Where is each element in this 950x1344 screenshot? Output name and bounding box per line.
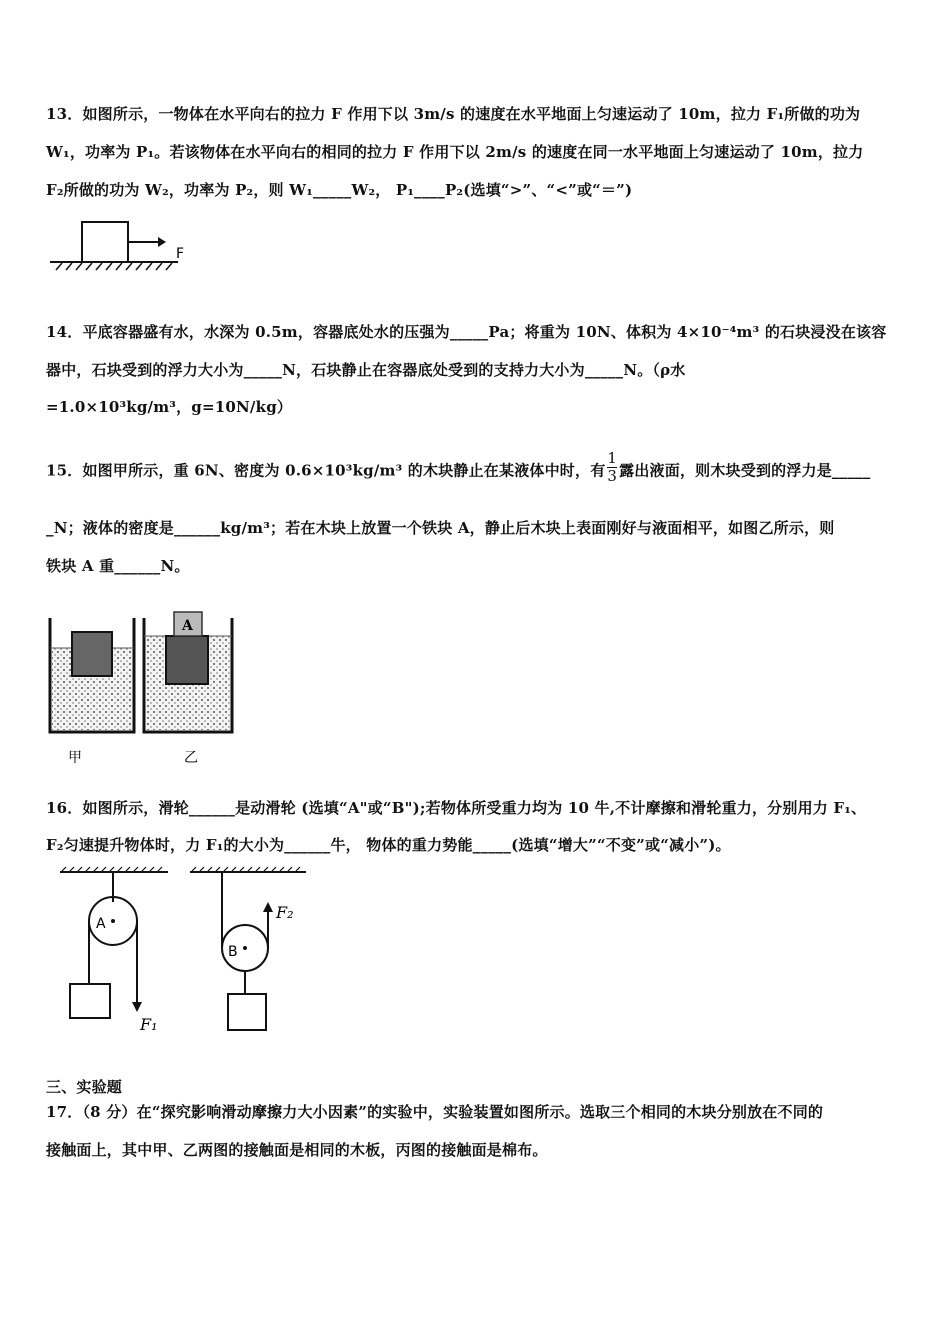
force-f2-label: F₂ [276, 903, 294, 922]
q17-line-2: 接触面上，其中甲、乙两图的接触面是相同的木板，丙图的接触面是棉布。 [46, 1141, 548, 1159]
pulley-b-label: B [228, 944, 238, 960]
q15-line-1-part-a: 15．如图甲所示，重 6N、密度为 0.6×10³kg/m³ 的木块静止在某液体中时，有 [46, 461, 606, 480]
q14-line-1: 14．平底容器盛有水，水深为 0.5m，容器底处水的压强为_____Pa；将重为 10N、体积为 4×10⁻⁴m³ 的石块浸没在该容 [46, 323, 887, 341]
q14-line-2: 器中，石块受到的浮力大小为_____N，石块静止在容器底处受到的支持力大小为_____N。（ρ水 [46, 361, 686, 379]
force-f1-label: F₁ [140, 1015, 158, 1034]
iron-block-label: A [182, 618, 193, 634]
q13-figure-block-on-ground [48, 218, 198, 272]
q15-line-1 [46, 449, 871, 488]
force-label: F [176, 246, 185, 262]
load-a [70, 984, 110, 1018]
q16-line-2: F₂匀速提升物体时，力 F₁的大小为______牛， 物体的重力势能_____(选填“增大”“不变”或“减小”)。 [46, 836, 731, 854]
force-arrow-head [158, 237, 166, 247]
q13-line-1: 13．如图所示，一物体在水平向右的拉力 F 作用下以 3m/s 的速度在水平地面上匀速运动了 10m，拉力 F₁所做的功为 [46, 105, 861, 123]
q15-line-3: 铁块 A 重______N。 [46, 557, 190, 575]
q14-line-3: =1.0×10³kg/m³，g=10N/kg） [46, 398, 293, 416]
wood-block-b [166, 636, 208, 684]
ground-hatching [56, 263, 172, 270]
fraction-numerator: 1 [607, 449, 618, 467]
pulley-a-label: A [96, 916, 106, 932]
section-title: 三、实验题 [46, 1078, 123, 1096]
block [82, 222, 128, 262]
figure-label-yi: 乙 [184, 750, 198, 766]
load-b [228, 994, 266, 1030]
figure-label-jia: 甲 [68, 750, 82, 766]
q17-line-1: 17．（8 分）在“探究影响滑动摩擦力大小因素”的实验中，实验装置如图所示。选取三个相同的木块分别放在不同的 [46, 1103, 824, 1121]
q16-figure-pulleys [56, 866, 316, 1038]
wood-block-a [72, 632, 112, 676]
q16-line-1: 16．如图所示，滑轮______是动滑轮 (选填“A"或“B");若物体所受重力均为 10 牛,不计摩擦和滑轮重力，分别用力 F₁、 [46, 799, 867, 817]
q13-line-3: F₂所做的功为 W₂，功率为 P₂，则 W₁_____W₂， P₁____P₂(选填“>”、“<”或“＝”) [46, 181, 633, 199]
q15-figure-floating-blocks [44, 608, 244, 768]
fraction-denominator: 3 [607, 467, 618, 485]
q15-line-1-part-b: 露出液面，则木块受到的浮力是_____ [619, 461, 871, 480]
q13-line-2: W₁，功率为 P₁。若该物体在水平向右的相同的拉力 F 作用下以 2m/s 的速度在同一水平地面上匀速运动了 10m，拉力 [46, 143, 864, 161]
q15-line-2: _N；液体的密度是______kg/m³；若在木块上放置一个铁块 A，静止后木块上表面刚好与液面相平，如图乙所示，则 [46, 519, 835, 537]
one-third-fraction [607, 451, 617, 484]
